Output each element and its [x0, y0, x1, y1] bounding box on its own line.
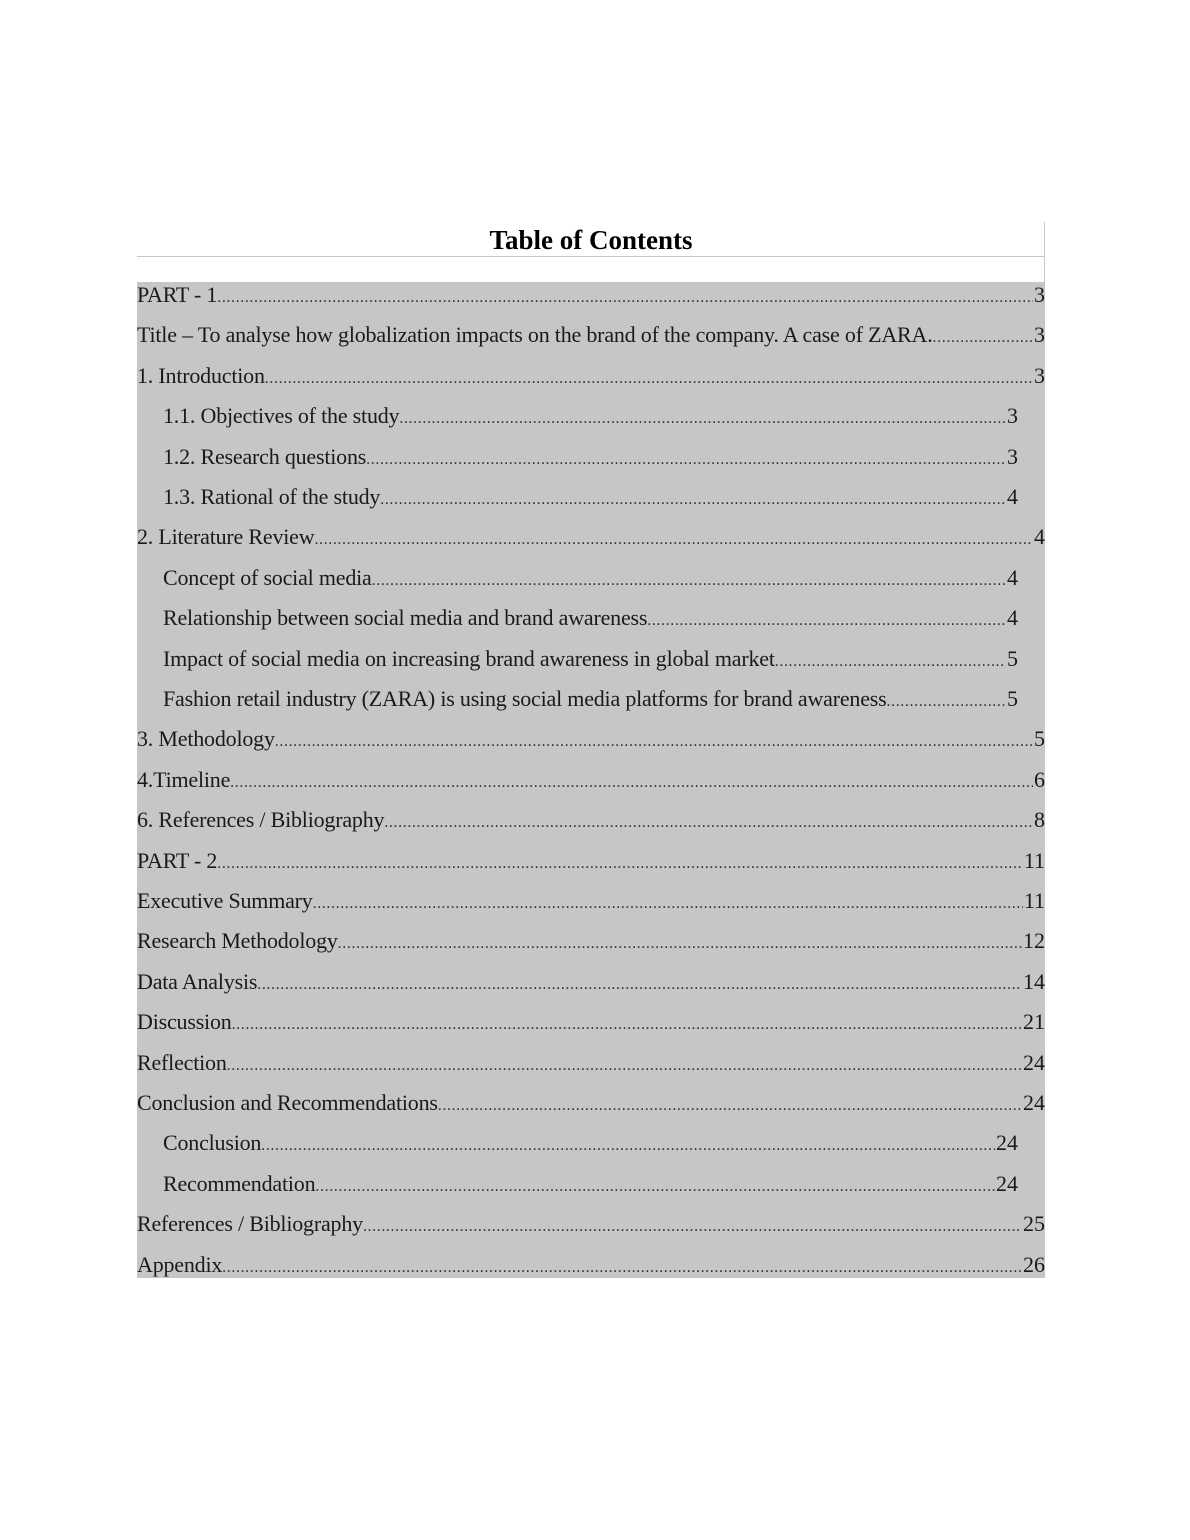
toc-entry[interactable]	[163, 645, 1018, 685]
toc-entry-label: PART - 1	[137, 282, 218, 307]
toc-header-divider	[1044, 222, 1045, 282]
toc-dot-leader	[887, 688, 1007, 716]
toc-entry[interactable]	[137, 725, 1045, 765]
toc-entry-label: Research Methodology	[137, 928, 338, 954]
toc-dot-leader	[265, 365, 1033, 393]
toc-entry[interactable]	[137, 1089, 1045, 1129]
toc-entry[interactable]	[163, 483, 1018, 523]
toc-dot-leader	[314, 526, 1033, 554]
toc-dot-leader	[257, 971, 1022, 999]
toc-entry-page-number: 21	[1023, 1009, 1045, 1035]
toc-entry-page-number: 26	[1023, 1251, 1045, 1277]
toc-entry-page-number: 3	[1034, 282, 1045, 307]
toc-entry-label: PART - 2	[137, 847, 218, 873]
toc-entry-page-number: 4	[1034, 524, 1045, 550]
toc-title: Table of Contents	[489, 225, 693, 255]
toc-entry-page-number: 6	[1034, 766, 1045, 792]
toc-entry[interactable]	[137, 927, 1045, 967]
toc-entry[interactable]	[137, 1210, 1045, 1250]
toc-entry-label: 6. References / Bibliography	[137, 807, 385, 833]
toc-entry-page-number: 4	[1007, 605, 1018, 631]
toc-entry-page-number: 11	[1023, 847, 1045, 873]
toc-dot-leader	[380, 486, 1006, 514]
toc-entry-label: Concept of social media	[163, 564, 372, 590]
toc-list	[137, 282, 1045, 1278]
toc-dot-leader	[338, 930, 1022, 958]
toc-dot-leader	[647, 607, 1006, 635]
toc-entry-label: Data Analysis	[137, 968, 258, 994]
toc-dot-leader	[261, 1132, 995, 1160]
toc-entry[interactable]	[137, 523, 1045, 563]
toc-entry-label: Relationship between social media and brand awareness	[163, 605, 648, 631]
toc-dot-leader	[366, 446, 1006, 474]
toc-dot-leader	[275, 728, 1033, 756]
toc-header	[137, 222, 1045, 257]
toc-dot-leader	[232, 1011, 1022, 1039]
toc-entry-page-number: 24	[996, 1170, 1018, 1196]
toc-entry-label: 1. Introduction	[137, 362, 265, 388]
toc-dot-leader	[363, 1213, 1022, 1241]
toc-entry-label: References / Bibliography	[137, 1211, 363, 1237]
toc-entry[interactable]	[137, 887, 1045, 927]
toc-entry[interactable]	[137, 321, 1045, 361]
toc-dot-leader	[399, 405, 1006, 433]
toc-entry-page-number: 3	[1034, 362, 1045, 388]
toc-entry-page-number: 25	[1023, 1211, 1045, 1237]
toc-entry[interactable]	[163, 685, 1018, 725]
toc-entry[interactable]	[137, 1008, 1045, 1048]
toc-entry-page-number: 14	[1023, 968, 1045, 994]
toc-dot-leader	[227, 1052, 1022, 1080]
toc-entry[interactable]	[163, 1129, 1018, 1169]
toc-entry[interactable]	[163, 1170, 1018, 1210]
toc-entry-page-number: 8	[1034, 807, 1045, 833]
toc-dot-leader	[438, 1092, 1022, 1120]
toc-entry-page-number: 4	[1007, 484, 1018, 509]
toc-dot-leader	[230, 769, 1033, 797]
toc-entry-page-number: 24	[1023, 1049, 1045, 1075]
toc-entry-label: Conclusion	[163, 1130, 262, 1156]
toc-entry[interactable]	[137, 281, 1045, 321]
toc-dot-leader	[217, 284, 1033, 312]
toc-entry-label: 1.1. Objectives of the study	[163, 403, 400, 429]
toc-entry-label: Recommendation	[163, 1170, 316, 1196]
toc-entry[interactable]	[163, 564, 1018, 604]
toc-entry[interactable]	[137, 766, 1045, 806]
toc-entry-label: Impact of social media on increasing brand awareness in global market	[163, 645, 775, 671]
toc-entry-label: Executive Summary	[137, 888, 313, 913]
toc-entry[interactable]	[137, 968, 1045, 1008]
toc-entry-label: Conclusion and Recommendations	[137, 1090, 438, 1115]
toc-dot-leader	[222, 1254, 1022, 1282]
toc-dot-leader	[313, 890, 1023, 918]
toc-entry[interactable]	[137, 362, 1045, 402]
toc-dot-leader	[372, 567, 1006, 595]
toc-entry-label: 3. Methodology	[137, 726, 275, 752]
toc-entry-page-number: 5	[1034, 726, 1045, 752]
toc-entry-page-number: 5	[1007, 645, 1018, 671]
toc-entry-page-number: 12	[1023, 928, 1045, 954]
toc-entry-page-number: 3	[1007, 443, 1018, 469]
toc-entry[interactable]	[137, 806, 1045, 846]
toc-entry[interactable]	[137, 1251, 1045, 1291]
toc-entry-label: 1.2. Research questions	[163, 443, 367, 469]
toc-entry-page-number: 11	[1023, 888, 1045, 913]
toc-entry-page-number: 3	[1007, 403, 1018, 429]
toc-dot-leader	[933, 324, 1033, 352]
toc-dot-leader	[384, 809, 1033, 837]
toc-entry-page-number: 24	[996, 1130, 1018, 1156]
toc-dot-leader	[217, 850, 1023, 878]
toc-entry-label: Reflection	[137, 1049, 227, 1075]
toc-entry-page-number: 3	[1034, 322, 1045, 348]
toc-entry-label: 4.Timeline	[137, 766, 231, 792]
toc-entry-label: Fashion retail industry (ZARA) is using social media platforms for brand awareness	[163, 686, 887, 711]
toc-entry-page-number: 24	[1023, 1090, 1045, 1115]
toc-entry-label: Appendix	[137, 1251, 223, 1277]
toc-dot-leader	[775, 648, 1006, 676]
toc-entry-label: 2. Literature Review	[137, 524, 315, 550]
toc-entry[interactable]	[163, 604, 1018, 644]
toc-entry-label: 1.3. Rational of the study	[163, 484, 381, 509]
toc-dot-leader	[315, 1173, 995, 1201]
toc-entry-page-number: 4	[1007, 564, 1018, 590]
toc-entry-label: Discussion	[137, 1009, 232, 1035]
toc-entry[interactable]	[137, 1049, 1045, 1089]
toc-entry[interactable]	[137, 847, 1045, 887]
toc-entry-label: Title – To analyse how globalization impacts on the brand of the company. A case of ZARA.	[137, 322, 933, 348]
toc-entry[interactable]	[163, 402, 1018, 442]
toc-entry-page-number: 5	[1007, 686, 1018, 711]
toc-entry[interactable]	[163, 443, 1018, 483]
